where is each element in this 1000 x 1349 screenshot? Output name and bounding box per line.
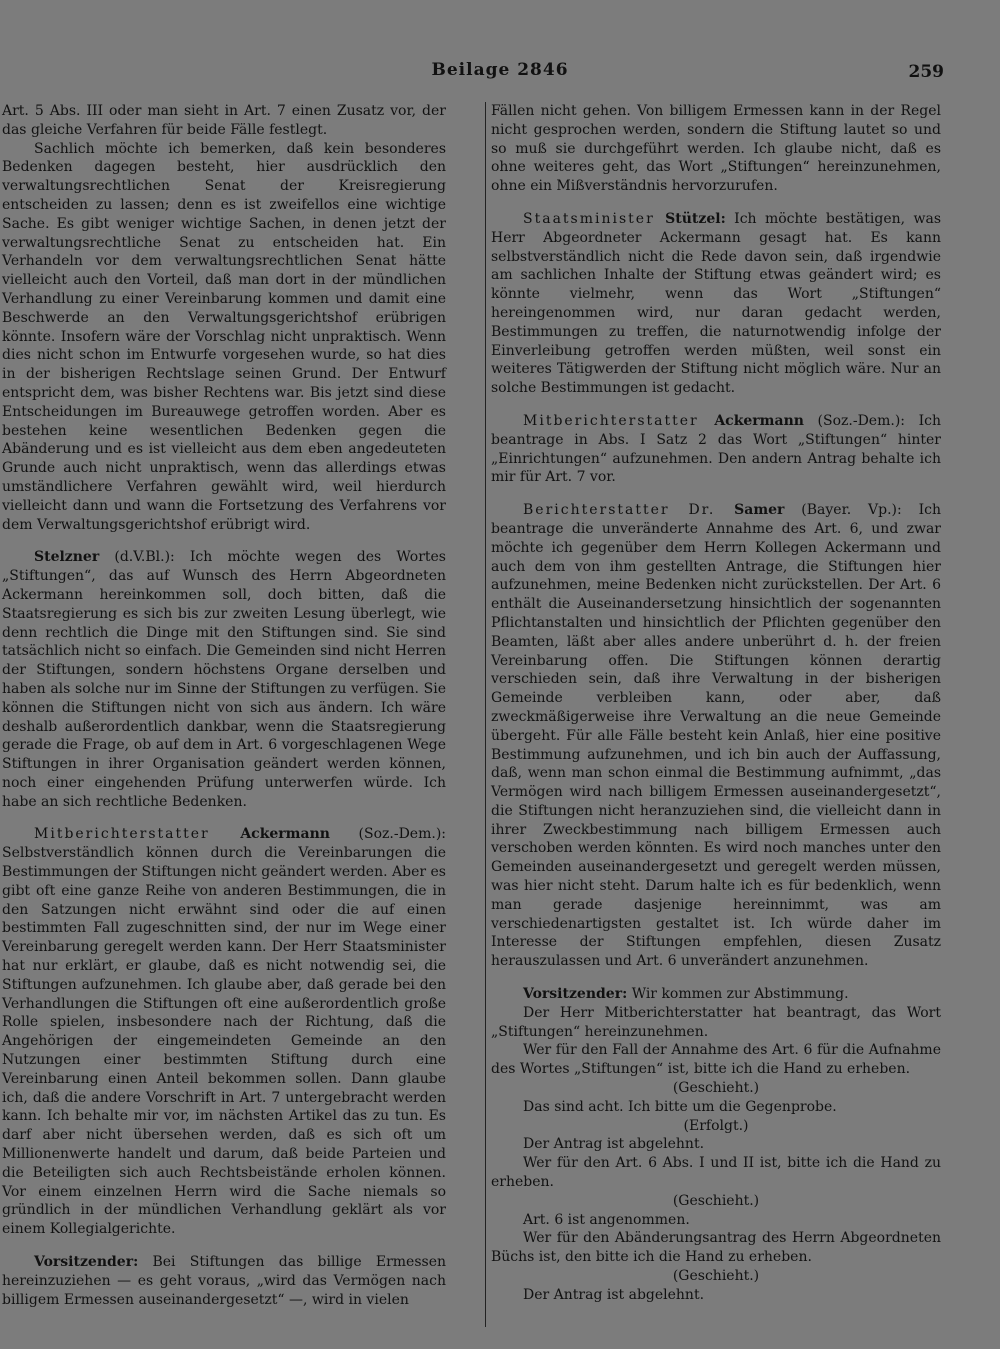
- paragraph-text: Wer für den Abänderungsantrag des Herrn Abgeordneten Büchs ist, den bitte ich die Hand zu erheben.: [491, 1230, 941, 1266]
- procedural-note: [491, 1079, 941, 1098]
- paragraph: [491, 1154, 941, 1192]
- paragraph: [2, 102, 446, 140]
- right-column: [491, 102, 941, 1305]
- speaker-name: Ackermann: [240, 826, 330, 843]
- paragraph-text: Ich möchte bestätigen, was Herr Abgeordneter Ackermann gesagt hat. Es kann selbstverständlich nicht die Rede davon sein, daß irgendwie am sachlichen Inhalte der Stiftung etwas geändert wird; es könnte vielmehr, wenn das Wort „Stiftungen“ hereingenommen wird, nur daran gedacht werden, Bestimmungen zu treffen, die naturnotwendig infolge der Einverleibung getroffen werden müßten, weil sonst ein weiteres Tätigwerden der Stiftung nicht möglich wäre. Nur an solche Bestimmungen ist gedacht.: [491, 210, 941, 397]
- speaker-name: Ackermann: [714, 412, 804, 429]
- paragraph-text: (Geschieht.): [672, 1268, 760, 1285]
- paragraph: [491, 1098, 941, 1117]
- speech-paragraph: [2, 1253, 446, 1309]
- speaker-name: Samer: [734, 502, 785, 519]
- speaker-role: Berichterstatter Dr.: [523, 502, 735, 519]
- paragraph-text: Wer für den Art. 6 Abs. I und II ist, bitte ich die Hand zu erheben.: [491, 1155, 941, 1191]
- paragraph-text: Der Antrag ist abgelehnt.: [523, 1136, 705, 1153]
- speech-paragraph: [2, 825, 446, 1239]
- paragraph-text: (Geschieht.): [672, 1080, 760, 1097]
- paragraph: [491, 102, 941, 196]
- paragraph-text: Art. 5 Abs. III oder man sieht in Art. 7 einen Zusatz vor, der das gleiche Verfahren für beide Fälle festlegt.: [2, 103, 446, 138]
- paragraph: [491, 1211, 941, 1230]
- paragraph: [491, 1135, 941, 1154]
- paragraph: [491, 1286, 941, 1305]
- speech-paragraph: [2, 548, 446, 811]
- procedural-note: [491, 1267, 941, 1286]
- speaker-name: Vorsitzender:: [523, 986, 628, 1003]
- paragraph-text: Ich möchte wegen des Wortes „Stiftungen“, das auf Wunsch des Herrn Abgeordneten Ackermann hereinkommen soll, doch bitten, daß die Staatsregierung es sich bis zur zweiten Lesung überlegt, wie denn rechtlich die Dinge mit den Stiftungen sind. Sie sind tatsächlich nicht so einfach. Die Gemeinden sind nicht Herren der Stiftungen, sondern höchstens Organe derselben und haben als solche nur im Sinne der Stiftungen zu verfügen. Sie können die Stiftungen nicht von sich aus ändern. Ich wäre deshalb außerordentlich dankbar, wenn die Staatsregierung gerade die Frage, ob auf dem in Art. 6 vorgeschlagenen Wege Stiftungen in ihrer Organisation geändert werden können, noch einer eingehenden Prüfung unterwerfen würde. Ich habe an sich rechtliche Bedenken.: [2, 549, 446, 810]
- speech-paragraph: [491, 985, 941, 1004]
- paragraph-text: Wer für den Fall der Annahme des Art. 6 für die Aufnahme des Wortes „Stiftungen“ ist, bitte ich die Hand zu erheben.: [491, 1042, 941, 1078]
- speaker-name: Stützel:: [665, 210, 726, 227]
- procedural-note: [491, 1117, 941, 1136]
- paragraph-text: Ich beantrage in Abs. I Satz 2 das Wort „Stiftungen“ hinter „Einrichtungen“ aufzunehmen. Den andern Antrag behalte ich mir für Art. 7 vor.: [491, 412, 941, 486]
- paragraph: [491, 1229, 941, 1267]
- speaker-affiliation: (Soz.-Dem.):: [803, 412, 919, 429]
- speaker-affiliation: [726, 211, 734, 227]
- paragraph-text: Der Antrag ist abgelehnt.: [523, 1286, 705, 1303]
- paragraph: [491, 1041, 941, 1079]
- paragraph-text: Das sind acht. Ich bitte um die Gegenprobe.: [523, 1098, 837, 1115]
- paragraph-text: Art. 6 ist angenommen.: [523, 1211, 690, 1228]
- speech-paragraph: [491, 412, 941, 487]
- speaker-role: Staatsminister: [523, 210, 666, 227]
- column-divider: [485, 102, 486, 1327]
- speaker-affiliation: (d.V.Bl.):: [99, 549, 190, 566]
- paragraph: [2, 140, 446, 535]
- paragraph-text: Wir kommen zur Abstimmung.: [631, 986, 849, 1003]
- paragraph-text: Fällen nicht gehen. Von billigem Ermessen kann in der Regel nicht gesprochen werden, sondern die Stiftung lautet so und so muß sie durchgeführt werden. Ich glaube nicht, daß es ohne weiteres geht, das Wort „Stiftungen“ hereinzunehmen, ohne ein Mißverständnis hervorzurufen.: [491, 103, 941, 195]
- left-column: [2, 102, 446, 1309]
- paragraph-text: Selbstverständlich können durch die Vereinbarungen die Bestimmungen der Stiftungen nicht geändert werden. Aber es gibt oft eine ganze Reihe von anderen Bestimmungen, die in den Satzungen nicht erwähnt sind oder die auf einen bestimmten Fall zugeschnitten sind, der nur im Wege einer Vereinbarung geregelt werden kann. Der Herr Staatsminister hat nur erklärt, er glaube, daß es nicht notwendig sei, die Stiftungen aufzunehmen. Ich glaube aber, daß gerade bei den Verhandlungen die Stiftungen oft eine außerordentlich große Rolle spielen, insbesondere nach der Richtung, daß die Angehörigen der eingemeindeten Gemeinde an den Nutzungen einer bestimmten Stiftung durch eine Vereinbarung einen Anteil bekommen sollen. Dann glaube ich, daß die andere Vorschrift in Art. 7 untergebracht werden kann. Ich behalte mir vor, im nächsten Artikel das zu tun. Es darf aber nicht übersehen werden, daß es sich oft um Millionenwerte handelt und darum, daß beide Parteien und die Beteiligten sich auch Rechtsbeistände erholen können. Vor einem einzelnen Herrn wird die Sache niemals so gründlich in der mündlichen Verhandlung geklärt als vor einem Kollegialgerichte.: [2, 845, 446, 1238]
- paragraph-text: Der Herr Mitberichterstatter hat beantragt, das Wort „Stiftungen“ hereinzunehmen.: [491, 1004, 941, 1040]
- paragraph: [491, 1004, 941, 1042]
- paragraph-text: (Geschieht.): [672, 1192, 760, 1209]
- paragraph-text: Bei Stiftungen das billige Ermessen hereinzuziehen — es geht voraus, „wird das Vermögen nach billigem Ermessen auseinandergesetzt“ —, wird in vielen: [2, 1254, 446, 1308]
- speech-paragraph: [491, 210, 941, 398]
- speaker-affiliation: (Bayer. Vp.):: [784, 502, 919, 519]
- page-title: Beilage 2846: [431, 60, 569, 80]
- procedural-note: [491, 1192, 941, 1211]
- paragraph-text: (Erfolgt.): [683, 1117, 749, 1134]
- speaker-affiliation: (Soz.-Dem.):: [329, 826, 446, 843]
- speaker-name: Vorsitzender:: [34, 1254, 139, 1271]
- paragraph-text: Sachlich möchte ich bemerken, daß kein besonderes Bedenken dagegen besteht, hier ausdrücklich den verwaltungsrechtlichen Senat der Kreisregierung entscheiden zu lassen; denn es ist zweifellos eine wichtige Sache. Es gibt weniger wichtige Sachen, in denen jetzt der verwaltungsrechtliche Senat zu entscheiden hat. Ein Verhandeln vor dem verwaltungsrechtlichen Senat hätte vielleicht auch den Vorteil, daß man dort in der mündlichen Verhandlung zu einer Vereinbarung kommen und damit eine Beschwerde an den Verwaltungsgerichtshof erübrigen könnte. Insofern wäre der Vorschlag nicht unpraktisch. Wenn dies nicht schon im Entwurfe vorgesehen wurde, so hat dies in der bisherigen Rechtslage seinen Grund. Der Entwurf entspricht dem, was bisher Rechtens war. Bis jetzt sind diese Entscheidungen im Bureauwege getroffen worden. Aber es bestehen keine wesentlichen Bedenken gegen die Abänderung und es ist vielleicht aus dem eben angedeuteten Grunde auch nicht unpraktisch, wenn das allerdings etwas umständlichere Verfahren gewählt wird, weil hierdurch vielleicht dann und wann die Fortsetzung des Verfahrens vor dem Verwaltungsgerichtshof erübrigt wird.: [2, 140, 446, 533]
- speaker-role: Mitberichterstatter: [523, 412, 715, 429]
- page-number: 259: [908, 62, 944, 82]
- speech-paragraph: [491, 501, 941, 971]
- speaker-name: Stelzner: [34, 549, 100, 566]
- speaker-role: Mitberichterstatter: [34, 826, 241, 843]
- speaker-affiliation: [138, 1254, 152, 1270]
- paragraph-text: Ich beantrage die unveränderte Annahme des Art. 6, und zwar möchte ich gegenüber dem Herrn Kollegen Ackermann und auch dem von ihm gestellten Antrage, die Stiftungen hier aufzunehmen, meine Bedenken nicht zurückstellen. Der Art. 6 enthält die Auseinandersetzung hinsichtlich der sogenannten Pflichtanstalten und hinsichtlich der Pflichten gegenüber den Beamten, läßt aber alles andere unberührt d. h. der freien Vereinbarung offen. Die Stiftungen können derartig verschieden sein, daß ihre Verwaltung in der bisherigen Gemeinde verbleiben kann, oder aber, daß zweckmäßigerweise ihre Verwaltung an die neue Gemeinde übergeht. Für alle Fälle besteht kein Anlaß, hier eine positive Bestimmung aufzunehmen, und ich bin auch der Auffassung, daß, wenn man schon einmal die Bestimmung aufnimmt, „das Vermögen wird nach billigem Ermessen auseinandergesetzt“, die Stiftungen nicht heranzuziehen sind, die vielleicht dann in ihrer Zweckbestimmung nach billigem Ermessen auch verschoben werden könnten. Es wird noch manches unter den Gemeinden auseinandergesetzt und geregelt werden müssen, was hier nicht steht. Darum halte ich es für bedenklich, wenn man gerade dasjenige hereinnimmt, was am verschiedenartigsten gestaltet ist. Ich würde daher im Interesse der Stiftungen empfehlen, diesen Zusatz herauszulassen und Art. 6 unverändert anzunehmen.: [491, 502, 941, 970]
